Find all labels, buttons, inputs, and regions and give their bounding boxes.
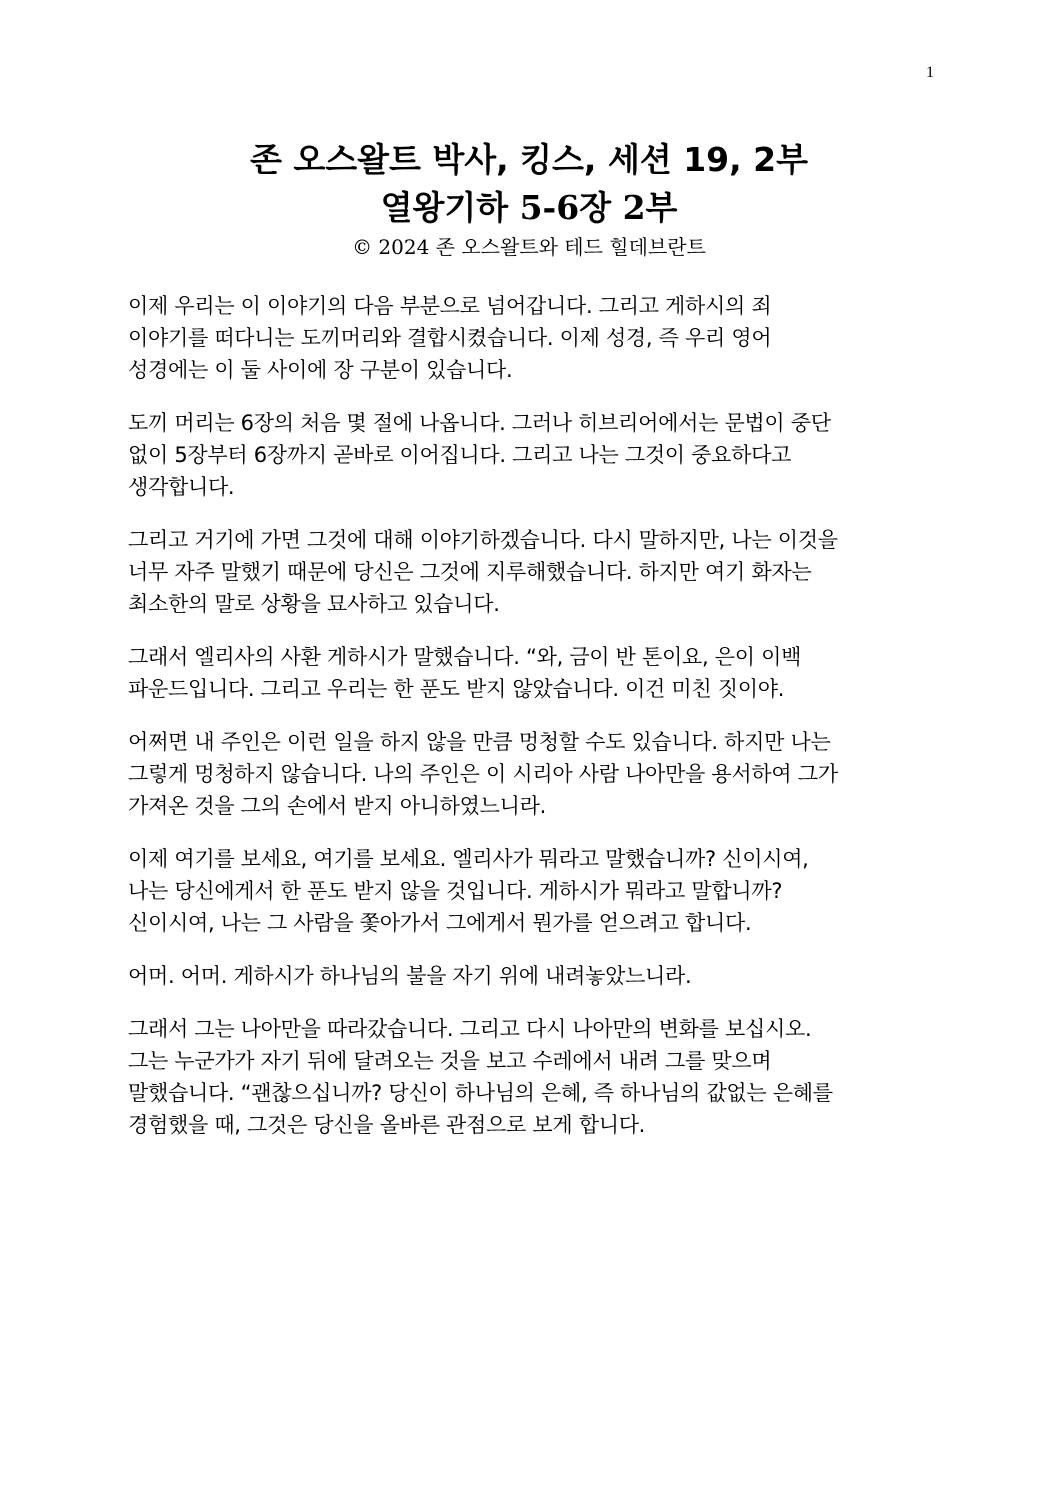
paragraph-line: 그래서 그는 나아만을 따라갔습니다. 그리고 다시 나아만의 변화를 보십시오. xyxy=(128,1017,812,1041)
page-number: 1 xyxy=(926,64,934,81)
document-title: 존 오스왈트 박사, 킹스, 세션 19, 2부 xyxy=(250,140,808,179)
paragraph-line: 말했습니다. “괜찮으십니까? 당신이 하나님의 은혜, 즉 하나님의 값없는 은혜를 xyxy=(128,1081,833,1105)
paragraph-line: 이제 여기를 보세요, 여기를 보세요. 엘리사가 뭐라고 말했습니까? 신이시여, xyxy=(128,847,809,871)
paragraph-line: 파운드입니다. 그리고 우리는 한 푼도 받지 않았습니다. 이건 미친 짓이야. xyxy=(128,677,785,701)
paragraph-line: 어쩌면 내 주인은 이런 일을 하지 않을 만큼 멍청할 수도 있습니다. 하지만 나는 xyxy=(128,730,831,754)
paragraph xyxy=(128,960,928,992)
paragraph xyxy=(128,641,928,705)
paragraph xyxy=(128,290,928,386)
paragraph-line: 성경에는 이 둘 사이에 장 구분이 있습니다. xyxy=(128,358,513,382)
title-block xyxy=(0,136,1058,262)
paragraph-line: 그래서 엘리사의 사환 게하시가 말했습니다. “와, 금이 반 톤이요, 은이 이백 xyxy=(128,645,802,669)
paragraph-line: 없이 5장부터 6장까지 곧바로 이어집니다. 그리고 나는 그것이 중요하다고 xyxy=(128,443,792,467)
transcript-body xyxy=(128,290,928,1162)
paragraph xyxy=(128,726,928,822)
paragraph-line: 최소한의 말로 상황을 묘사하고 있습니다. xyxy=(128,592,500,616)
paragraph-line: 그리고 거기에 가면 그것에 대해 이야기하겠습니다. 다시 말하지만, 나는 이것을 xyxy=(128,528,838,552)
paragraph-line: 가져온 것을 그의 손에서 받지 아니하였느니라. xyxy=(128,794,546,818)
paragraph-line: 경험했을 때, 그것은 당신을 올바른 관점으로 보게 합니다. xyxy=(128,1113,646,1137)
paragraph-line: 도끼 머리는 6장의 처음 몇 절에 나옵니다. 그러나 히브리어에서는 문법이 중단 xyxy=(128,411,831,435)
paragraph-line: 너무 자주 말했기 때문에 당신은 그것에 지루해했습니다. 하지만 여기 화자는 xyxy=(128,560,812,584)
paragraph-line: 이야기를 떠다니는 도끼머리와 결합시켰습니다. 이제 성경, 즉 우리 영어 xyxy=(128,326,772,350)
paragraph-line: 생각합니다. xyxy=(128,475,235,499)
paragraph xyxy=(128,407,928,503)
paragraph xyxy=(128,843,928,939)
paragraph-line: 나는 당신에게서 한 푼도 받지 않을 것입니다. 게하시가 뭐라고 말합니까? xyxy=(128,879,783,903)
document-subtitle: 열왕기하 5-6장 2부 xyxy=(380,188,678,227)
paragraph-line: 이제 우리는 이 이야기의 다음 부분으로 넘어갑니다. 그리고 게하시의 죄 xyxy=(128,294,772,318)
paragraph-line: 신이시여, 나는 그 사람을 쫓아가서 그에게서 뭔가를 얻으려고 합니다. xyxy=(128,911,752,935)
paragraph xyxy=(128,524,928,620)
paragraph-line: 어머. 어머. 게하시가 하나님의 불을 자기 위에 내려놓았느니라. xyxy=(128,964,692,988)
copyright-notice: © 2024 존 오스왈트와 테드 힐데브란트 xyxy=(352,235,706,259)
paragraph-line: 그는 누군가가 자기 뒤에 달려오는 것을 보고 수레에서 내려 그를 맞으며 xyxy=(128,1049,772,1073)
paragraph xyxy=(128,1013,928,1141)
paragraph-line: 그렇게 멍청하지 않습니다. 나의 주인은 이 시리아 사람 나아만을 용서하여 그가 xyxy=(128,762,838,786)
